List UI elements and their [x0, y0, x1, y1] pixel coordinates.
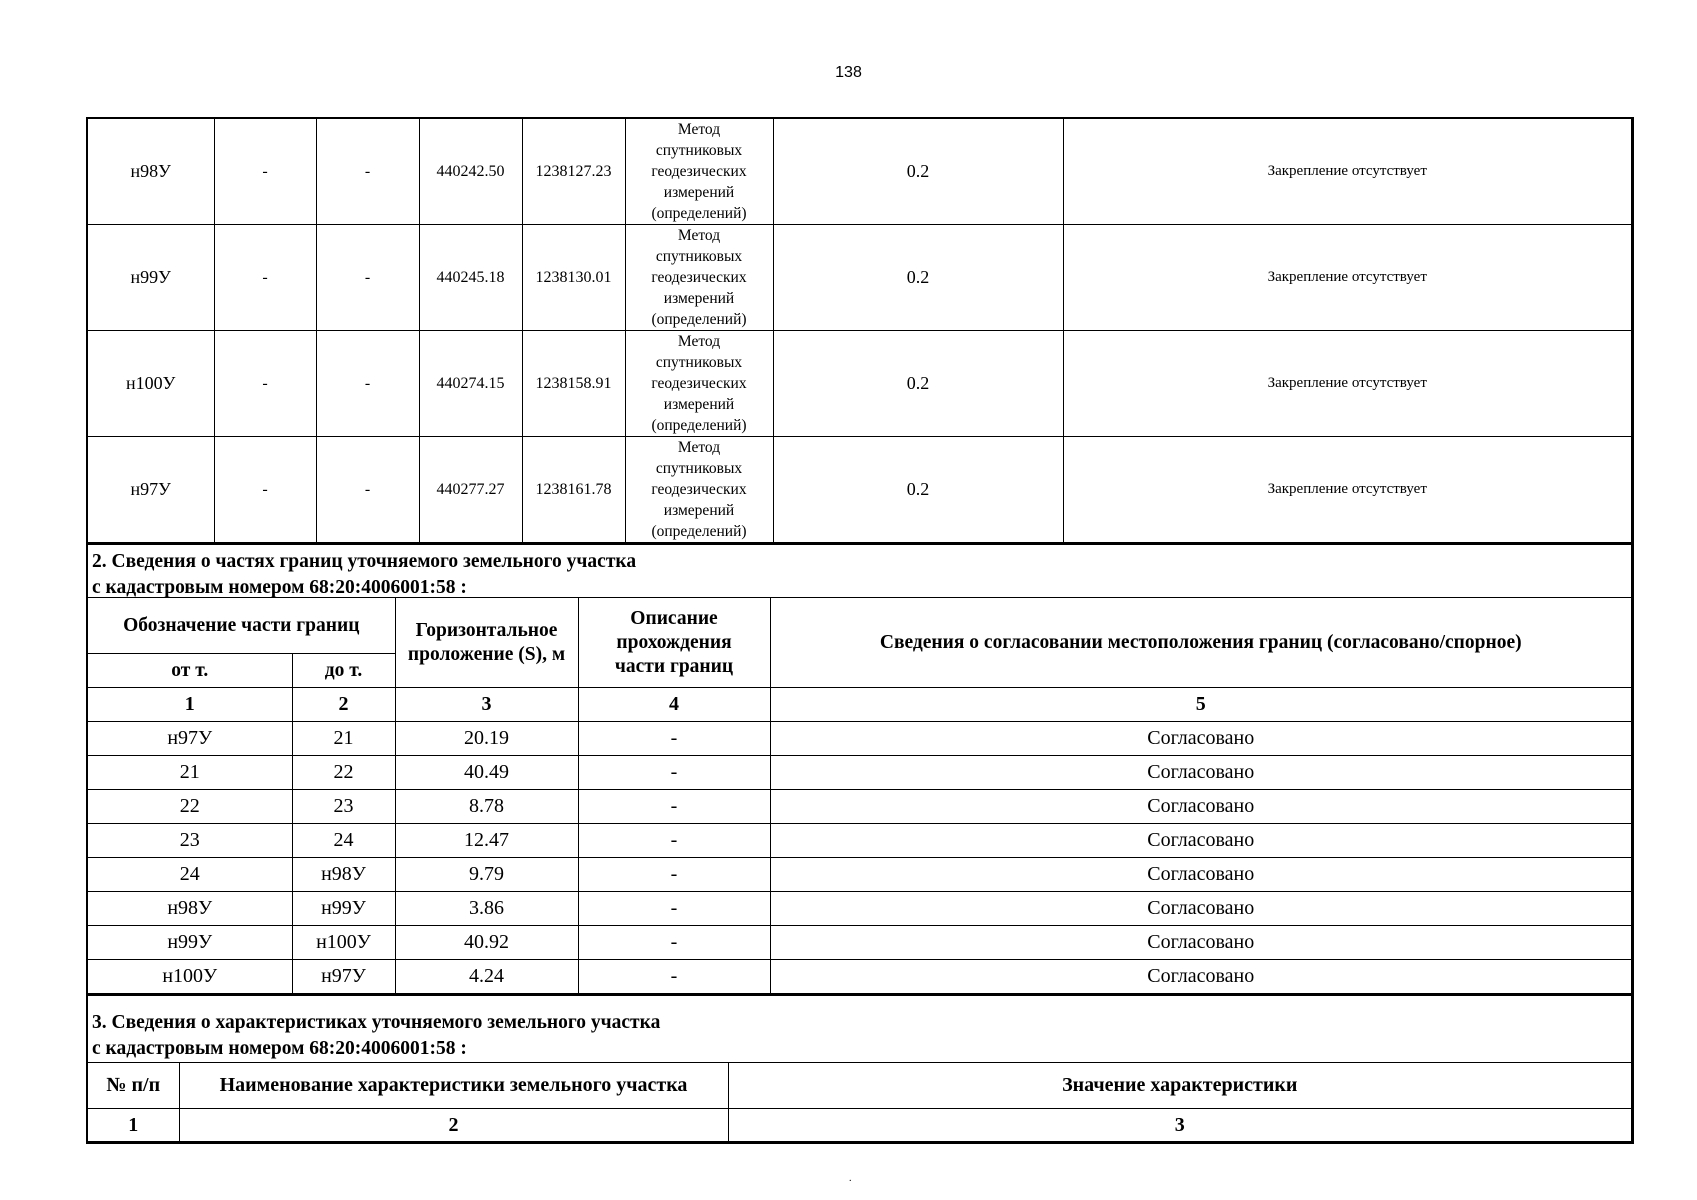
- horizontal-length: 40.49: [395, 756, 578, 790]
- to-point: 21: [292, 722, 395, 756]
- table-row: [88, 858, 1631, 892]
- horizontal-length: 9.79: [395, 858, 578, 892]
- column-number: 3: [395, 688, 578, 722]
- accuracy: 0.2: [773, 437, 1063, 543]
- table-row: [88, 960, 1631, 994]
- dash-cell: -: [316, 225, 419, 331]
- from-point: н99У: [88, 926, 292, 960]
- header-horizontal-line1: Горизонтальное: [415, 619, 558, 641]
- header-number: № п/п: [88, 1063, 179, 1109]
- section-3-title: [88, 994, 1631, 1062]
- method-line: спутниковых: [655, 248, 743, 265]
- column-number: 5: [770, 688, 1631, 722]
- to-point: н99У: [292, 892, 395, 926]
- to-point: н100У: [292, 926, 395, 960]
- y-coordinate: 1238161.78: [522, 437, 625, 543]
- column-number: 2: [292, 688, 395, 722]
- dash-cell: -: [316, 331, 419, 437]
- accuracy: 0.2: [773, 331, 1063, 437]
- agreement-status: Согласовано: [770, 824, 1631, 858]
- point-name: н97У: [88, 437, 214, 543]
- description: -: [578, 892, 770, 926]
- method-cell: [625, 331, 773, 437]
- method-line: (определений): [651, 523, 747, 540]
- method-line: геодезических: [651, 481, 747, 498]
- to-point: 23: [292, 790, 395, 824]
- method-line: (определений): [651, 417, 747, 434]
- dash-cell: -: [214, 119, 316, 225]
- method-line: спутниковых: [655, 142, 743, 159]
- header-horizontal: [395, 598, 578, 688]
- horizontal-length: 20.19: [395, 722, 578, 756]
- table-row: [88, 824, 1631, 858]
- header-description: [578, 598, 770, 688]
- table-row: [88, 926, 1631, 960]
- section-2-title-line1: 2. Сведения о частях границ уточняемого земельного участка: [92, 551, 637, 572]
- dash-cell: -: [214, 225, 316, 331]
- table-row: [88, 756, 1631, 790]
- column-numbers-row: [88, 1109, 1631, 1142]
- horizontal-length: 40.92: [395, 926, 578, 960]
- description: -: [578, 756, 770, 790]
- method-line: измерений: [663, 396, 735, 413]
- method-cell: [625, 437, 773, 543]
- method-line: геодезических: [651, 163, 747, 180]
- column-number: 2: [179, 1109, 728, 1142]
- table-row: [88, 225, 1631, 331]
- agreement-status: Согласовано: [770, 926, 1631, 960]
- method-line: измерений: [663, 184, 735, 201]
- horizontal-length: 4.24: [395, 960, 578, 994]
- method-line: спутниковых: [655, 354, 743, 371]
- method-cell: [625, 119, 773, 225]
- agreement-status: Согласовано: [770, 960, 1631, 994]
- header-value: Значение характеристики: [728, 1063, 1631, 1109]
- method-line: геодезических: [651, 269, 747, 286]
- table-row: [88, 722, 1631, 756]
- page-number: 138: [835, 64, 862, 81]
- fixing-description: Закрепление отсутствует: [1063, 225, 1631, 331]
- cadastral-sheet: [86, 117, 1634, 1144]
- x-coordinate: 440242.50: [419, 119, 522, 225]
- dash-cell: -: [316, 437, 419, 543]
- description: -: [578, 858, 770, 892]
- header-agreement: Сведения о согласовании местоположения границ (согласовано/спорное): [770, 598, 1631, 688]
- method-cell: [625, 225, 773, 331]
- accuracy: 0.2: [773, 225, 1063, 331]
- accuracy: 0.2: [773, 119, 1063, 225]
- description: -: [578, 722, 770, 756]
- characteristics-table: [88, 1062, 1631, 1142]
- to-point: 22: [292, 756, 395, 790]
- header-description-line3: части границ: [614, 655, 734, 677]
- method-line: Метод: [677, 439, 721, 456]
- table-row: [88, 331, 1631, 437]
- boundary-parts-table: [88, 597, 1631, 994]
- x-coordinate: 440277.27: [419, 437, 522, 543]
- table-row: [88, 119, 1631, 225]
- y-coordinate: 1238158.91: [522, 331, 625, 437]
- column-number: 4: [578, 688, 770, 722]
- section-3-title-line2: с кадастровым номером 68:20:4006001:58 :: [92, 1038, 467, 1059]
- agreement-status: Согласовано: [770, 722, 1631, 756]
- from-point: 24: [88, 858, 292, 892]
- section-3-title-line1: 3. Сведения о характеристиках уточняемого земельного участка: [92, 1012, 661, 1033]
- header-name: Наименование характеристики земельного участка: [179, 1063, 728, 1109]
- footer-mark: .: [849, 1173, 852, 1184]
- from-point: 23: [88, 824, 292, 858]
- x-coordinate: 440274.15: [419, 331, 522, 437]
- header-to: до т.: [292, 654, 395, 688]
- method-line: (определений): [651, 311, 747, 328]
- column-numbers-row: [88, 688, 1631, 722]
- column-number: 1: [88, 688, 292, 722]
- dash-cell: -: [214, 331, 316, 437]
- method-line: измерений: [663, 502, 735, 519]
- dash-cell: -: [214, 437, 316, 543]
- description: -: [578, 926, 770, 960]
- header-designation: Обозначение части границ: [88, 598, 395, 654]
- horizontal-length: 8.78: [395, 790, 578, 824]
- from-point: н100У: [88, 960, 292, 994]
- y-coordinate: 1238127.23: [522, 119, 625, 225]
- points-table: [88, 119, 1631, 543]
- header-description-line1: Описание: [630, 607, 718, 629]
- column-number: 1: [88, 1109, 179, 1142]
- point-name: н99У: [88, 225, 214, 331]
- method-line: Метод: [677, 333, 721, 350]
- agreement-status: Согласовано: [770, 858, 1631, 892]
- table-row: [88, 790, 1631, 824]
- y-coordinate: 1238130.01: [522, 225, 625, 331]
- table-row: [88, 892, 1631, 926]
- column-number: 3: [728, 1109, 1631, 1142]
- to-point: н98У: [292, 858, 395, 892]
- section-2-title-line2: с кадастровым номером 68:20:4006001:58 :: [92, 577, 467, 598]
- table-row: [88, 437, 1631, 543]
- description: -: [578, 790, 770, 824]
- x-coordinate: 440245.18: [419, 225, 522, 331]
- point-name: н100У: [88, 331, 214, 437]
- header-from: от т.: [88, 654, 292, 688]
- from-point: н97У: [88, 722, 292, 756]
- method-line: измерений: [663, 290, 735, 307]
- to-point: 24: [292, 824, 395, 858]
- method-line: спутниковых: [655, 460, 743, 477]
- description: -: [578, 824, 770, 858]
- method-line: Метод: [677, 121, 721, 138]
- fixing-description: Закрепление отсутствует: [1063, 331, 1631, 437]
- header-horizontal-line2: проложение (S), м: [407, 643, 566, 665]
- method-line: геодезических: [651, 375, 747, 392]
- from-point: 21: [88, 756, 292, 790]
- horizontal-length: 3.86: [395, 892, 578, 926]
- fixing-description: Закрепление отсутствует: [1063, 437, 1631, 543]
- dash-cell: -: [316, 119, 419, 225]
- agreement-status: Согласовано: [770, 892, 1631, 926]
- from-point: 22: [88, 790, 292, 824]
- method-line: (определений): [651, 205, 747, 222]
- horizontal-length: 12.47: [395, 824, 578, 858]
- agreement-status: Согласовано: [770, 756, 1631, 790]
- point-name: н98У: [88, 119, 214, 225]
- agreement-status: Согласовано: [770, 790, 1631, 824]
- method-line: Метод: [677, 227, 721, 244]
- fixing-description: Закрепление отсутствует: [1063, 119, 1631, 225]
- section-2-title: [88, 543, 1631, 597]
- header-description-line2: прохождения: [616, 631, 732, 653]
- description: -: [578, 960, 770, 994]
- from-point: н98У: [88, 892, 292, 926]
- to-point: н97У: [292, 960, 395, 994]
